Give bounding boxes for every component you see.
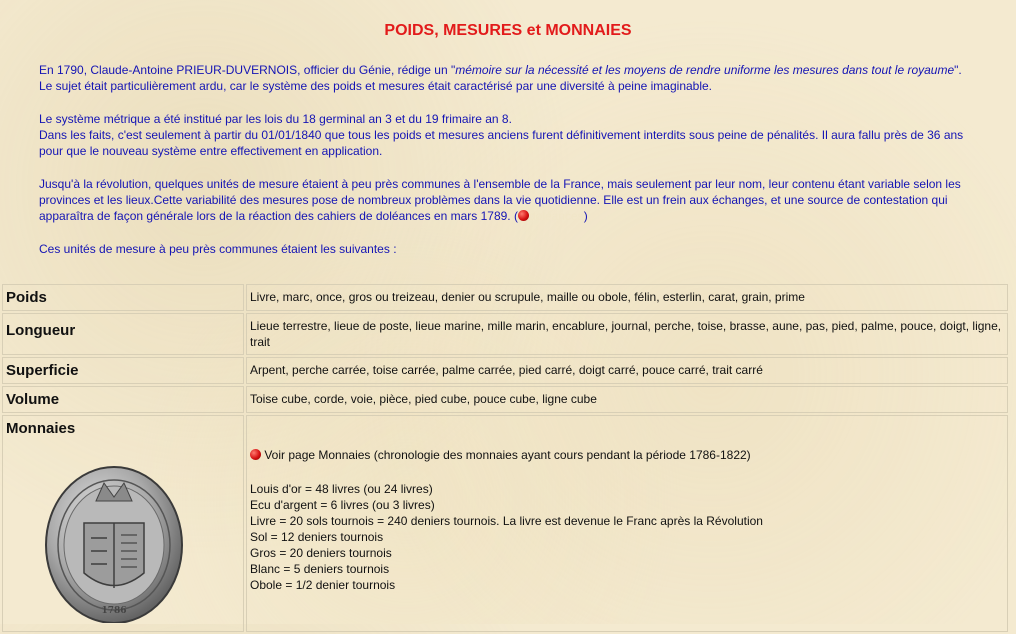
table-row — [2, 313, 1008, 355]
row-label: Poids — [2, 284, 244, 311]
monnaies-link[interactable]: Voir page Monnaies (chronologie des monnaies ayant cours pendant la période 1786-1822) — [264, 448, 751, 462]
svg-text:1786: 1786 — [101, 606, 127, 616]
monnaies-link-line[interactable] — [250, 447, 1004, 463]
row-value: Livre, marc, once, gros ou treizeau, denier ou scrupule, maille ou obole, félin, esterlin, carat, grain, prime — [246, 284, 1008, 311]
intro-text — [39, 62, 974, 274]
monnaies-list — [250, 481, 1004, 593]
monnaies-value — [246, 415, 1008, 632]
list-item: Obole = 1/2 denier tournois — [250, 578, 396, 592]
table-row — [2, 386, 1008, 413]
page-title: POIDS, MESURES et MONNAIES — [384, 22, 632, 39]
row-value: Lieue terrestre, lieue de poste, lieue marine, mille marin, encablure, journal, perche, toise, brasse, aune, pas, pied, palme, pouce, doigt, ligne, trait — [246, 313, 1008, 355]
row-value: Toise cube, corde, voie, pièce, pied cube, pouce cube, ligne cube — [246, 386, 1008, 413]
intro-p2-line2: Dans les faits, c'est seulement à partir du 01/01/1840 que tous les poids et mesures anciens furent définitivement interdits sous peine de pénalités. Il aura fallu près de 36 ans pour que le nouveau système entre effectivement en application. — [39, 128, 964, 158]
row-label: Longueur — [2, 313, 244, 355]
red-bullet-icon[interactable] — [518, 210, 529, 221]
row-label: Monnaies — [6, 420, 76, 437]
table-row — [2, 284, 1008, 311]
intro-p1-end: ". Le sujet était particulièrement ardu, car le système des poids et mesures était caractérisé par une diversité à peine imaginable. — [39, 63, 962, 93]
red-bullet-icon[interactable] — [250, 449, 261, 460]
intro-p3-text: Jusqu'à la révolution, quelques unités de mesure étaient à peu près communes à l'ensemble de la France, mais seulement par leur nom, leur contenu étant variable selon les provinces et les lieux.Cette variabilité des mesures pose de nombreux problèmes dans la vie quotidienne. Elle est un frein aux échanges, et une source de contestation qui apparaîtra de façon générale lors de la réaction des cahiers de doléances en mars 1789. ( — [39, 177, 961, 223]
list-item: Blanc = 5 deniers tournois — [250, 562, 390, 576]
list-item: Louis d'or = 48 livres (ou 24 livres) — [250, 482, 433, 496]
intro-paragraph-2 — [39, 111, 974, 159]
intro-paragraph-3 — [39, 176, 974, 224]
list-item: Gros = 20 deniers tournois — [250, 546, 392, 560]
intro-paragraph-1 — [39, 62, 974, 94]
row-label: Volume — [2, 386, 244, 413]
list-item: Livre = 20 sols tournois = 240 deniers tournois. La livre est devenue le Franc après la Révolution — [250, 514, 763, 528]
intro-p2-line1: Le système métrique a été institué par les lois du 18 germinal an 3 et du 19 frimaire an 8. — [39, 112, 512, 126]
doleances-link[interactable]: doléances — [528, 209, 584, 223]
intro-p4-text: Ces unités de mesure à peu près communes étaient les suivantes : — [39, 242, 397, 256]
row-label: Superficie — [2, 357, 244, 384]
intro-p3-close: ) — [583, 209, 588, 223]
list-item: Sol = 12 deniers tournois — [250, 530, 384, 544]
units-table — [0, 282, 1010, 634]
table-row-monnaies — [2, 415, 1008, 632]
intro-p1-start: En 1790, Claude-Antoine PRIEUR-DUVERNOIS, officier du Génie, rédige un " — [39, 63, 456, 77]
row-value: Arpent, perche carrée, toise carrée, palme carrée, pied carré, doigt carré, pouce carré, trait carré — [246, 357, 1008, 384]
table-row — [2, 357, 1008, 384]
monnaies-cell — [2, 415, 244, 632]
coin-image — [44, 463, 184, 623]
memoire-title: mémoire sur la nécessité et les moyens de rendre uniforme les mesures dans tout le royaume — [455, 63, 955, 77]
list-item: Ecu d'argent = 6 livres (ou 3 livres) — [250, 498, 435, 512]
intro-paragraph-4 — [39, 241, 974, 257]
